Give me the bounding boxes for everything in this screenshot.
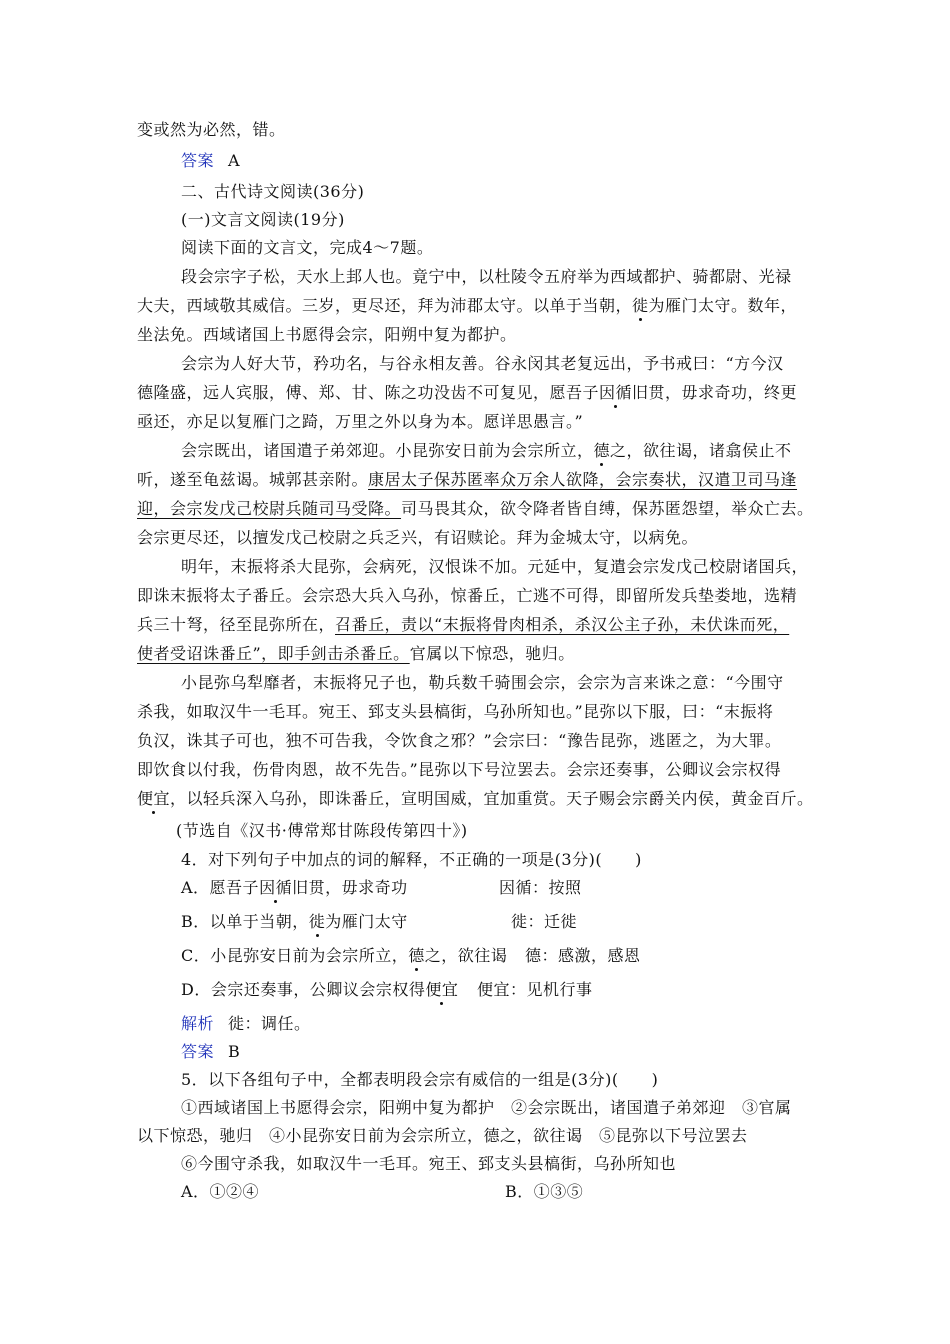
subsection-title: (一)文言文阅读(19分) — [181, 210, 345, 229]
passage-line: 使者受诏诛番丘”，即手剑击杀番丘。官属以下惊恐，驰归。 — [137, 644, 575, 663]
source-citation: (节选自《汉书·傅常郑甘陈段传第四十》) — [176, 821, 468, 840]
option-4c: C．小昆弥安日前为会宗所立，德之，欲往谒 — [181, 946, 508, 965]
passage-line: 即诛末振将太子番丘。会宗恐大兵入乌孙，惊番丘，亡逃不可得，即留所发兵垫娄地，选精 — [137, 586, 798, 605]
option-5b: B．①③⑤ — [505, 1182, 584, 1201]
underlined-sentence: 召番丘，责以“末振将骨肉相杀，杀汉公主子孙，未伏诛而死， — [335, 615, 790, 634]
passage-line: 坐法免。西域诸国上书愿得会宗，阳朔中复为都护。 — [137, 325, 517, 344]
dotted-word: 便宜 — [425, 980, 459, 999]
passage-line: 明年，末振将杀大昆弥，会病死，汉恨诛不加。元延中，复遣会宗发戊己校尉诸国兵， — [181, 557, 809, 576]
passage-line: 亟还，亦足以复雁门之踦，万里之外以身为本。愿详思愚言。” — [137, 412, 584, 431]
passage-line: 段会宗字子松，天水上邽人也。竟宁中，以杜陵令五府举为西域都护、骑都尉、光禄 — [181, 267, 792, 286]
option-4c-gloss: 德：感激，感恩 — [525, 946, 641, 965]
answer-line — [181, 150, 240, 172]
passage-line: 便宜，以轻兵深入乌孙，即诛番丘，宣明国威，宜加重赏。天子赐会宗爵关内侯，黄金百斤。 — [137, 789, 814, 808]
question-4: 4．对下列句子中加点的词的解释，不正确的一项是(3分)( ) — [181, 850, 642, 869]
passage-line: 大夫，西域敬其威信。三岁，更尽还，拜为沛郡太守。以单于当朝，徙为雁门太守。数年， — [137, 296, 798, 315]
question-5-items: 以下惊恐，驰归 ④小昆弥安日前为会宗所立，德之，欲往谒 ⑤昆弥以下号泣罢去 — [137, 1126, 748, 1145]
dotted-word: 徙 — [632, 296, 649, 315]
passage-line: 会宗更尽还，以擅发戊己校尉之兵乏兴，有诏赎论。拜为金城太守，以病免。 — [137, 528, 699, 547]
underlined-sentence: 迎，会宗发戊己校尉兵随司马受降。 — [137, 499, 402, 518]
dotted-word: 徙 — [308, 912, 326, 931]
question-5-items: ⑥今围守杀我，如取汉牛一毛耳。宛王、郅支头县槁街，乌孙所知也 — [181, 1154, 677, 1173]
analysis-line: 解析 徙：调任。 — [181, 1014, 311, 1033]
passage-line: 即饮食以付我，伤骨肉恩，故不先告。”昆弥以下号泣罢去。会宗还奏事，公卿议会宗权得 — [137, 760, 782, 779]
dotted-word: 德 — [593, 441, 611, 460]
passage-line: 杀我，如取汉牛一毛耳。宛王、郅支头县槁街，乌孙所知也。”昆弥以下服，曰：“末振将 — [137, 702, 774, 721]
dotted-word: 因循 — [599, 383, 633, 402]
passage-line: 听，遂至龟兹谒。城郭甚亲附。康居太子保苏匿率众万余人欲降，会宗奏状，汉遣卫司马逢 — [137, 470, 798, 489]
passage-line: 会宗为人好大节，矜功名，与谷永相友善。谷永闵其老复远出，予书戒曰：“方今汉 — [181, 354, 784, 373]
underlined-sentence: 使者受诏诛番丘”，即手剑击杀番丘。 — [137, 644, 410, 663]
option-4d: D．会宗还奏事，公卿议会宗权得便宜 — [181, 980, 459, 999]
option-4a: A．愿吾子因循旧贯，毋求奇功 — [181, 878, 408, 897]
passage-line: 会宗既出，诸国遣子弟郊迎。小昆弥安日前为会宗所立，德之，欲往谒，诸翕侯止不 — [181, 441, 792, 460]
passage-line: 负汉，诛其子可也，独不可告我，令饮食之邪？”会宗曰：“豫告昆弥，逃匿之，为大罪。 — [137, 731, 782, 750]
option-5a: A．①②④ — [181, 1182, 260, 1201]
dotted-word: 便宜 — [137, 789, 171, 808]
question-5: 5．以下各组句子中，全都表明段会宗有威信的一组是(3分)( ) — [181, 1070, 659, 1089]
passage-line: 兵三十弩，径至昆弥所在，召番丘，责以“末振将骨肉相杀，杀汉公主子孙，未伏诛而死， — [137, 615, 790, 634]
option-4b: B．以单于当朝，徙为雁门太守 — [181, 912, 408, 931]
analysis-label: 解析 — [181, 1014, 215, 1033]
section-title: 二、古代诗文阅读(36分) — [181, 182, 365, 201]
text-line: 变或然为必然，错。 — [137, 120, 286, 139]
passage-line: 迎，会宗发戊己校尉兵随司马受降。司马畏其众，欲令降者皆自缚，保苏匿怨望，举众亡去。 — [137, 499, 814, 518]
option-4a-gloss: 因循：按照 — [499, 878, 582, 897]
instruction: 阅读下面的文言文，完成4～7题。 — [181, 238, 434, 257]
answer-value: B — [228, 1042, 241, 1061]
passage-line: 德隆盛，远人宾服，傅、郑、甘、陈之功没齿不可复见，愿吾子因循旧贯，毋求奇功，终更 — [137, 383, 798, 402]
question-5-items: ①西域诸国上书愿得会宗，阳朔中复为都护 ②会宗既出，诸国遣子弟郊迎 ③官属 — [181, 1098, 792, 1117]
dotted-word: 德 — [408, 946, 425, 965]
answer-line — [181, 1041, 240, 1063]
passage-line: 小昆弥乌犁靡者，末振将兄子也，勒兵数千骑围会宗，会宗为言来诛之意：“今围守 — [181, 673, 784, 692]
answer-value: A — [228, 151, 241, 170]
underlined-sentence: 康居太子保苏匿率众万余人欲降，会宗奏状，汉遣卫司马逢 — [368, 470, 798, 489]
answer-label: 答案 — [181, 1042, 215, 1061]
option-4b-gloss: 徙：迁徙 — [511, 912, 578, 931]
option-4d-gloss: 便宜：见机行事 — [477, 980, 593, 999]
answer-label: 答案 — [181, 151, 215, 170]
dotted-word: 因循 — [259, 878, 293, 897]
